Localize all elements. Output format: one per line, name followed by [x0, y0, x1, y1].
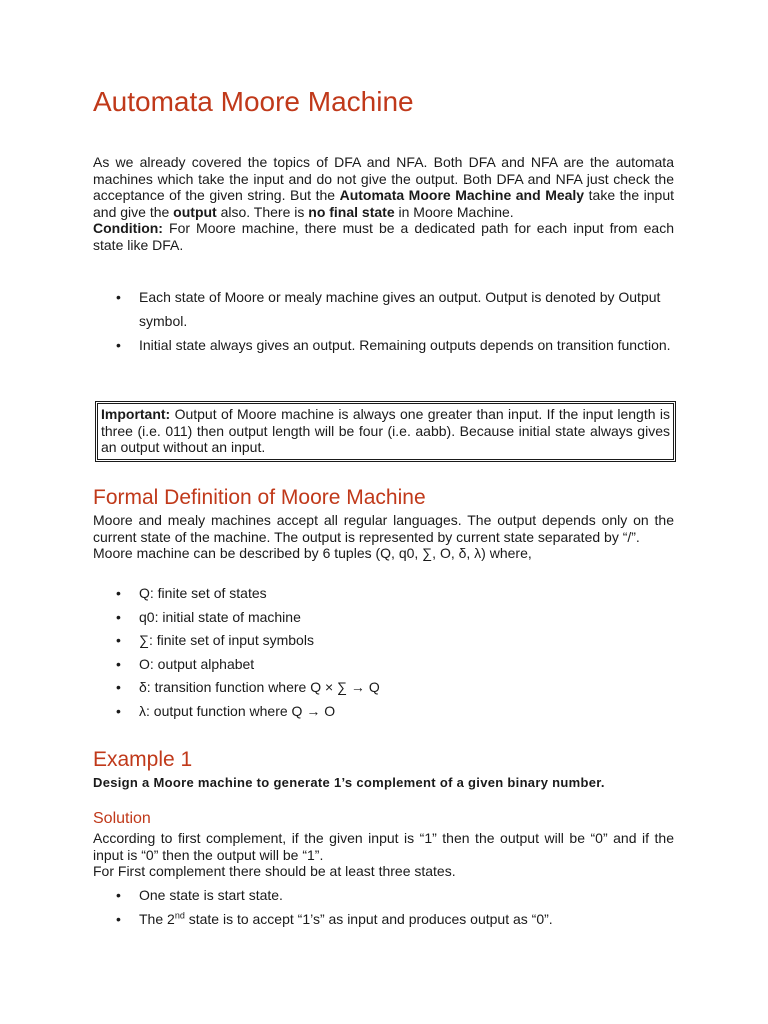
moore-properties-list: [93, 285, 674, 357]
page-title: Automata Moore Machine: [93, 86, 414, 117]
intro-paragraph: As we already covered the topics of DFA and NFA. Both DFA and NFA are the automata machines which take the input and do not give the output. Both DFA and NFA just check the acceptance of the given string. But the Automata Moore Machine and Mealy take the input and give the output also. There is no final state in Moore Machine. Condition: For Moore machine, there must be a dedicated path for each input from each state like DFA.: [93, 154, 675, 253]
condition-label: Condition:: [93, 220, 163, 237]
solution-heading: Solution: [93, 810, 151, 827]
important-text: Output of Moore machine is always one greater than input. If the input length is three (i.e. 011) then output length will be four (i.e. aabb). Because initial state always gives an output without an input.: [101, 406, 670, 456]
list-item: • Q: finite set of states: [116, 585, 267, 601]
tuples-list: [93, 582, 674, 724]
list-item: • Each state of Moore or mealy machine gives an output. Output is denoted by Output symbol.: [116, 289, 661, 329]
list-item: • One state is start state.: [116, 887, 283, 903]
list-item: • O: output alphabet: [116, 655, 255, 672]
example-task: Design a Moore machine to generate 1’s complement of a given binary number.: [93, 775, 605, 790]
bold-moore-mealy: Automata Moore Machine and Mealy: [339, 187, 585, 204]
important-note-box: [95, 401, 676, 462]
list-item: • λ: output function where Q → O: [116, 702, 336, 719]
list-item: • q0: initial state of machine: [116, 608, 301, 625]
important-label: Important:: [101, 406, 171, 422]
bold-no-final-state: no final state: [308, 203, 395, 220]
formal-paragraph: Moore and mealy machines accept all regular languages. The output depends only on the current state of the machine. The output is represented by current state separated by “/”. Moore machine can be described by 6 tuples (Q, q0, ∑, O, δ, λ) where,: [93, 512, 674, 562]
solution-paragraph: According to first complement, if the given input is “1” then the output will be “0” and if the input is “0” then the output will be “1”. For First complement there should be at least three states.: [93, 830, 674, 880]
list-item: • The 2nd state is to accept “1’s” as input and produces output as “0”.: [116, 909, 553, 927]
bold-output: output: [173, 203, 217, 220]
list-item: • ∑: finite set of input symbols: [116, 632, 314, 649]
solution-list: [93, 884, 674, 931]
list-item: • δ: transition function where Q × ∑ → Q: [116, 679, 380, 696]
formal-definition-heading: Formal Definition of Moore Machine: [93, 486, 426, 509]
list-item: • Initial state always gives an output. Remaining outputs depends on transition function.: [116, 337, 671, 353]
condition-text: For Moore machine, there must be a dedicated path for each input from each state like DFA.: [93, 220, 674, 253]
example-heading: Example 1: [93, 748, 193, 771]
